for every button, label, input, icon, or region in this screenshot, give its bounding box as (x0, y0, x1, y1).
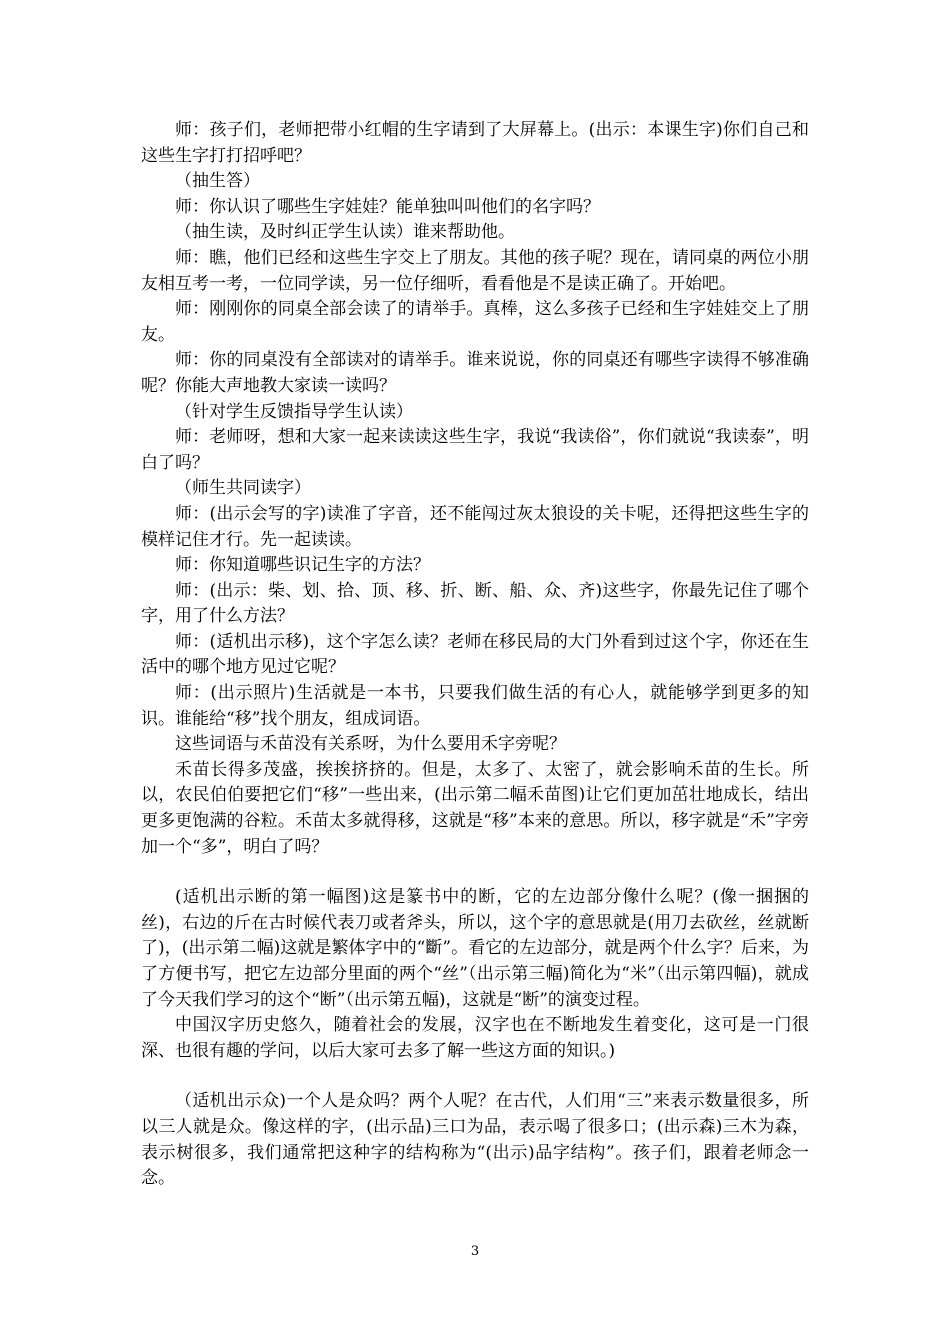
paragraph-5: 师：瞧，他们已经和这些生字交上了朋友。其他的孩子呢？现在，请同桌的两位小朋友相互考一考，一位同学读，另一位仔细听，看看他是不是读正确了。开始吧。 (141, 247, 809, 294)
paragraph-16: 这些词语与禾苗没有关系呀，为什么要用禾字旁呢？ (175, 734, 566, 755)
paragraph-4: （抽生读，及时纠正学生认读）谁来帮助他。 (175, 222, 515, 243)
paragraph-11: 师：(出示会写的字)读准了字音，还不能闯过灰太狼设的关卡呢，还得把这些生字的模样记住才行。先一起读读。 (141, 503, 809, 550)
page-number: 3 (470, 1244, 480, 1259)
document-body (141, 118, 809, 1192)
paragraph-20: （适机出示众)一个人是众吗？两个人呢？在古代，人们用“三”来表示数量很多，所以三人就是众。像这样的字，(出示品)三口为品，表示喝了很多口；(出示森)三木为森，表示树很多，我们通常把这种字的结构称为“(出示)品字结构”。孩子们，跟着老师念一念。 (141, 1091, 809, 1189)
paragraph-spacer (141, 860, 809, 885)
paragraph-19: 中国汉字历史悠久，随着社会的发展，汉字也在不断地发生着变化，这可是一门很深、也很有趣的学问，以后大家可去多了解一些这方面的知识。) (141, 1015, 809, 1061)
paragraph-spacer (141, 1064, 809, 1089)
paragraph-1: 师：孩子们，老师把带小红帽的生字请到了大屏幕上。(出示：本课生字)你们自己和这些生字打打招呼吧？ (141, 120, 809, 166)
paragraph-7: 师：你的同桌没有全部读对的请举手。谁来说说，你的同桌还有哪些字读得不够准确呢？你能大声地教大家读一读吗？ (141, 350, 809, 396)
paragraph-2: （抽生答） (175, 171, 260, 192)
paragraph-9: 师：老师呀，想和大家一起来读读这些生字，我说“我读俗”，你们就说“我读泰”，明白了吗？ (141, 427, 809, 473)
paragraph-14: 师：(适机出示移)，这个字怎么读？老师在移民局的大门外看到过这个字，你还在生活中的哪个地方见过它呢？ (141, 631, 809, 678)
paragraph-8: （针对学生反馈指导学生认读） (175, 401, 413, 422)
paragraph-13: 师：(出示：柴、划、拾、顶、移、折、断、船、众、齐)这些字，你最先记住了哪个字，用了什么方法？ (141, 580, 809, 627)
paragraph-17: 禾苗长得多茂盛，挨挨挤挤的。但是，太多了、太密了，就会影响禾苗的生长。所以，农民伯伯要把它们“移”一些出来，(出示第二幅禾苗图)让它们更加茁壮地成长，结出更多更饱满的谷粒。禾苗太多就得移，这就是“移”本来的意思。所以，移字就是“禾”字旁加一个“多”，明白了吗？ (141, 759, 809, 857)
paragraph-10: （师生共同读字） (175, 478, 311, 499)
paragraph-15: 师：(出示照片)生活就是一本书，只要我们做生活的有心人，就能够学到更多的知识。谁能给“移”找个朋友，组成词语。 (141, 683, 809, 729)
paragraph-3: 师：你认识了哪些生字娃娃？能单独叫叫他们的名字吗？ (175, 196, 600, 217)
paragraph-6: 师：刚刚你的同桌全部会读了的请举手。真棒，这么多孩子已经和生字娃娃交上了朋友。 (141, 299, 809, 345)
paragraph-12: 师：你知道哪些识记生字的方法？ (175, 555, 430, 576)
paragraph-18: (适机出示断的第一幅图)这是篆书中的断，它的左边部分像什么呢？(像一捆捆的丝)，右边的斤在古时候代表刀或者斧头，所以，这个字的意思就是(用刀去砍丝，丝就断了)，(出示第二幅)这就是繁体字中的“斷”。看它的左边部分，就是两个什么字？后来，为了方便书写，把它左边部分里面的两个“丝”（出示第三幅)简化为“米”（出示第四幅)，就成了今天我们学习的这个“断”（出示第五幅)，这就是“断”的演变过程。 (141, 887, 809, 1010)
